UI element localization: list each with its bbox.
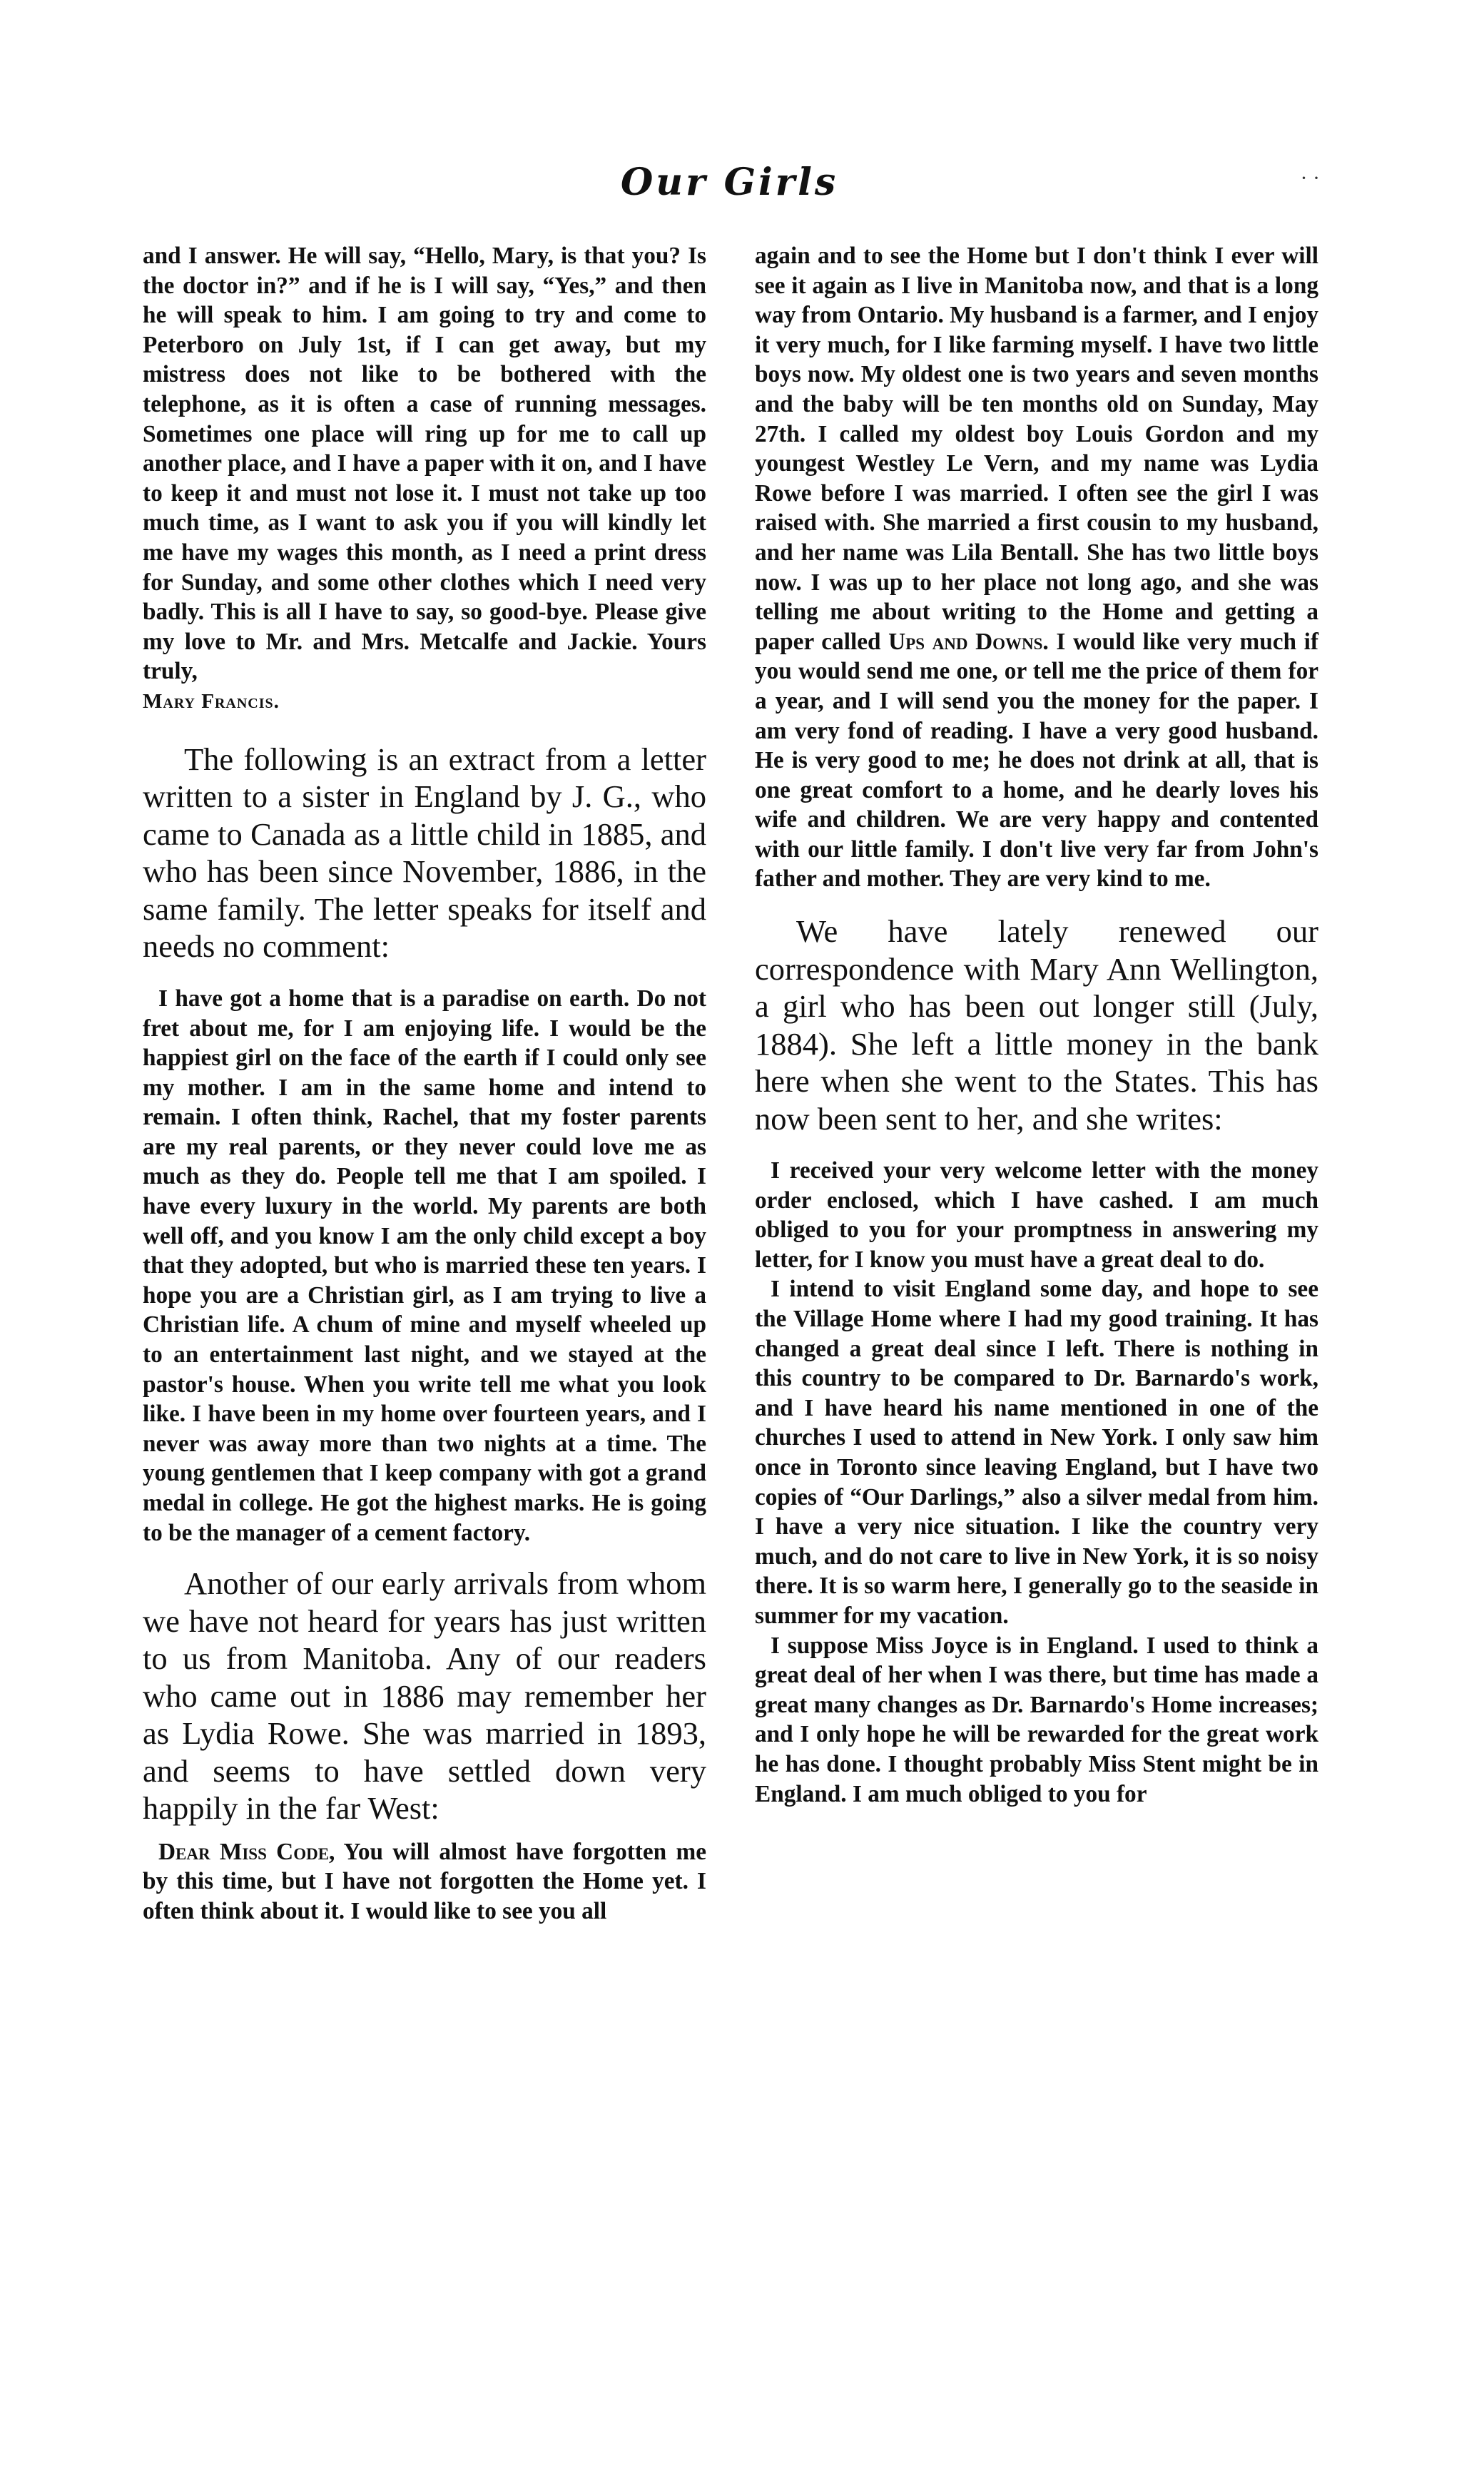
letter-lydia-rowe-text-b: I would like very much if you would send me one, or tell me the price of them for a year, and I will send you the money for the paper. I am very fond of reading. I have a very good husband. He is very good to me; he does not drink at all, that is one great comfort to a home, and he dearly loves his wife and children. We are very happy and contented with our little family. I don't live very far from John's father and mother. They are very kind to me.	[755, 628, 1318, 893]
left-column	[143, 241, 706, 1926]
letter-wellington-paragraph-1: I received your very welcome letter with the money order enclosed, which I have cashed. I am much obliged to you for your promptness in answering my letter, for I know you must have a great deal to do.	[755, 1157, 1318, 1273]
magazine-name: Ups and Downs.	[888, 628, 1049, 655]
letter-wellington-paragraph-3: I suppose Miss Joyce is in England. I used to think a great deal of her when I was there, but time has made a great many changes as Dr. Barnardo's Home increases; and I only hope he will be rewarded for the great work he has done. I thought probably Miss Stent might be in England. I am much obliged to you for	[755, 1632, 1318, 1807]
editorial-intro-mary-ann-wellington: We have lately renewed our correspondence with Mary Ann Wellington, a girl who has been out longer still (July, 1884). She left a little money in the bank here when she went to the States. This has now been sent to her, and she writes:	[755, 913, 1318, 1137]
letter-jg-body: I have got a home that is a paradise on earth. Do not fret about me, for I am enjoying life. I would be the happiest girl on the face of the earth if I could only see my mother. I am in the same home and intend to remain. I often think, Rachel, that my foster parents are my real parents, or they never could love me as much as they do. People tell me that I am spoiled. I have every luxury in the world. My parents are both well off, and you know I am the only child except a boy that they adopted, but who is married these ten years. I hope you are a Christian girl, as I am trying to live a Christian life. A chum of mine and myself wheeled up to an entertainment last night, and we stayed at the pastor's house. When you write tell me what you look like. I have been in my home over fourteen years, and I never was away more than two nights at a time. The young gentlemen that I keep company with got a grand medal in college. He got the highest marks. He is going to be the manager of a cement factory.	[143, 985, 706, 1546]
letter-salutation: Dear Miss Code,	[158, 1838, 335, 1865]
letter-mary-francis-body: and I answer. He will say, “Hello, Mary, is that you? Is the doctor in?” and if he is I will say, “Yes,” and then he will speak to him. I am going to try and come to Peterboro on July 1st, if I can get away, but my mistress does not like to be bothered with the telephone, as it is often a case of running messages. Sometimes one place will ring up for me to call up another place, and I have a paper with it on, and I have to keep it and must not lose it. I must not take up too much time, as I want to ask you if you will kindly let me have my wages this month, as I need a print dress for Sunday, and some other clothes which I need very badly. This is all I have to say, so good-bye. Please give my love to Mr. and Mrs. Metcalfe and Jackie. Yours truly,	[143, 243, 706, 685]
letter-lydia-rowe-text-a: again and to see the Home but I don't think I ever will see it again as I live in Manitoba now, and that is a long way from Ontario. My husband is a farmer, and I enjoy it very much, for I like farming myself. I have two little boys now. My oldest one is two years and seven months and the baby will be ten months old on Sunday, May 27th. I called my oldest boy Louis Gordon and my youngest Westley Le Vern, and my name was Lydia Rowe before I was married. I often see the girl I was raised with. She married a first cousin to my husband, and her name was Lila Bentall. She has two little boys now. I was up to her place not long ago, and she was telling me about writing to the Home and getting a paper called	[755, 243, 1318, 655]
letter-signature: Mary Francis.	[143, 689, 280, 713]
letter-lydia-rowe-continued	[755, 241, 1318, 894]
editorial-intro-lydia-rowe: Another of our early arrivals from whom we have not heard for years has just written to us from Manitoba. Any of our readers who came out in 1886 may remember her as Lydia Rowe. She was married in 1893, and seems to have settled down very happily in the far West:	[143, 1565, 706, 1827]
right-column	[755, 241, 1318, 1809]
page-title: Our Girls	[621, 161, 839, 204]
letter-wellington-paragraph-2: I intend to visit England some day, and hope to see the Village Home where I had my good training. It has changed a great deal since I left. There is nothing in this country to be compared to Dr. Barnardo's work, and I have heard his name mentioned in one of the churches I used to attend in New York. I only saw him once in Toronto since leaving England, but I have two copies of “Our Darlings,” also a silver medal from him. I have a very nice situation. I like the country very much, and do not care to live in New York, it is so noisy there. It is so warm here, I generally go to the seaside in summer for my vacation.	[755, 1276, 1318, 1629]
letter-lydia-rowe-text: You will almost have forgotten me by this time, but I have not forgotten the Home yet. I often think about it. I would like to see you all	[143, 1838, 707, 1924]
letter-lydia-rowe-start	[143, 1837, 706, 1926]
editorial-intro-jg: The following is an extract from a letter written to a sister in England by J. G., who came to Canada as a little child in 1885, and who has been since November, 1886, in the same family. The letter speaks for itself and needs no comment:	[143, 741, 706, 965]
page-header	[0, 161, 1484, 210]
folio-mark: · ·	[1300, 166, 1320, 190]
